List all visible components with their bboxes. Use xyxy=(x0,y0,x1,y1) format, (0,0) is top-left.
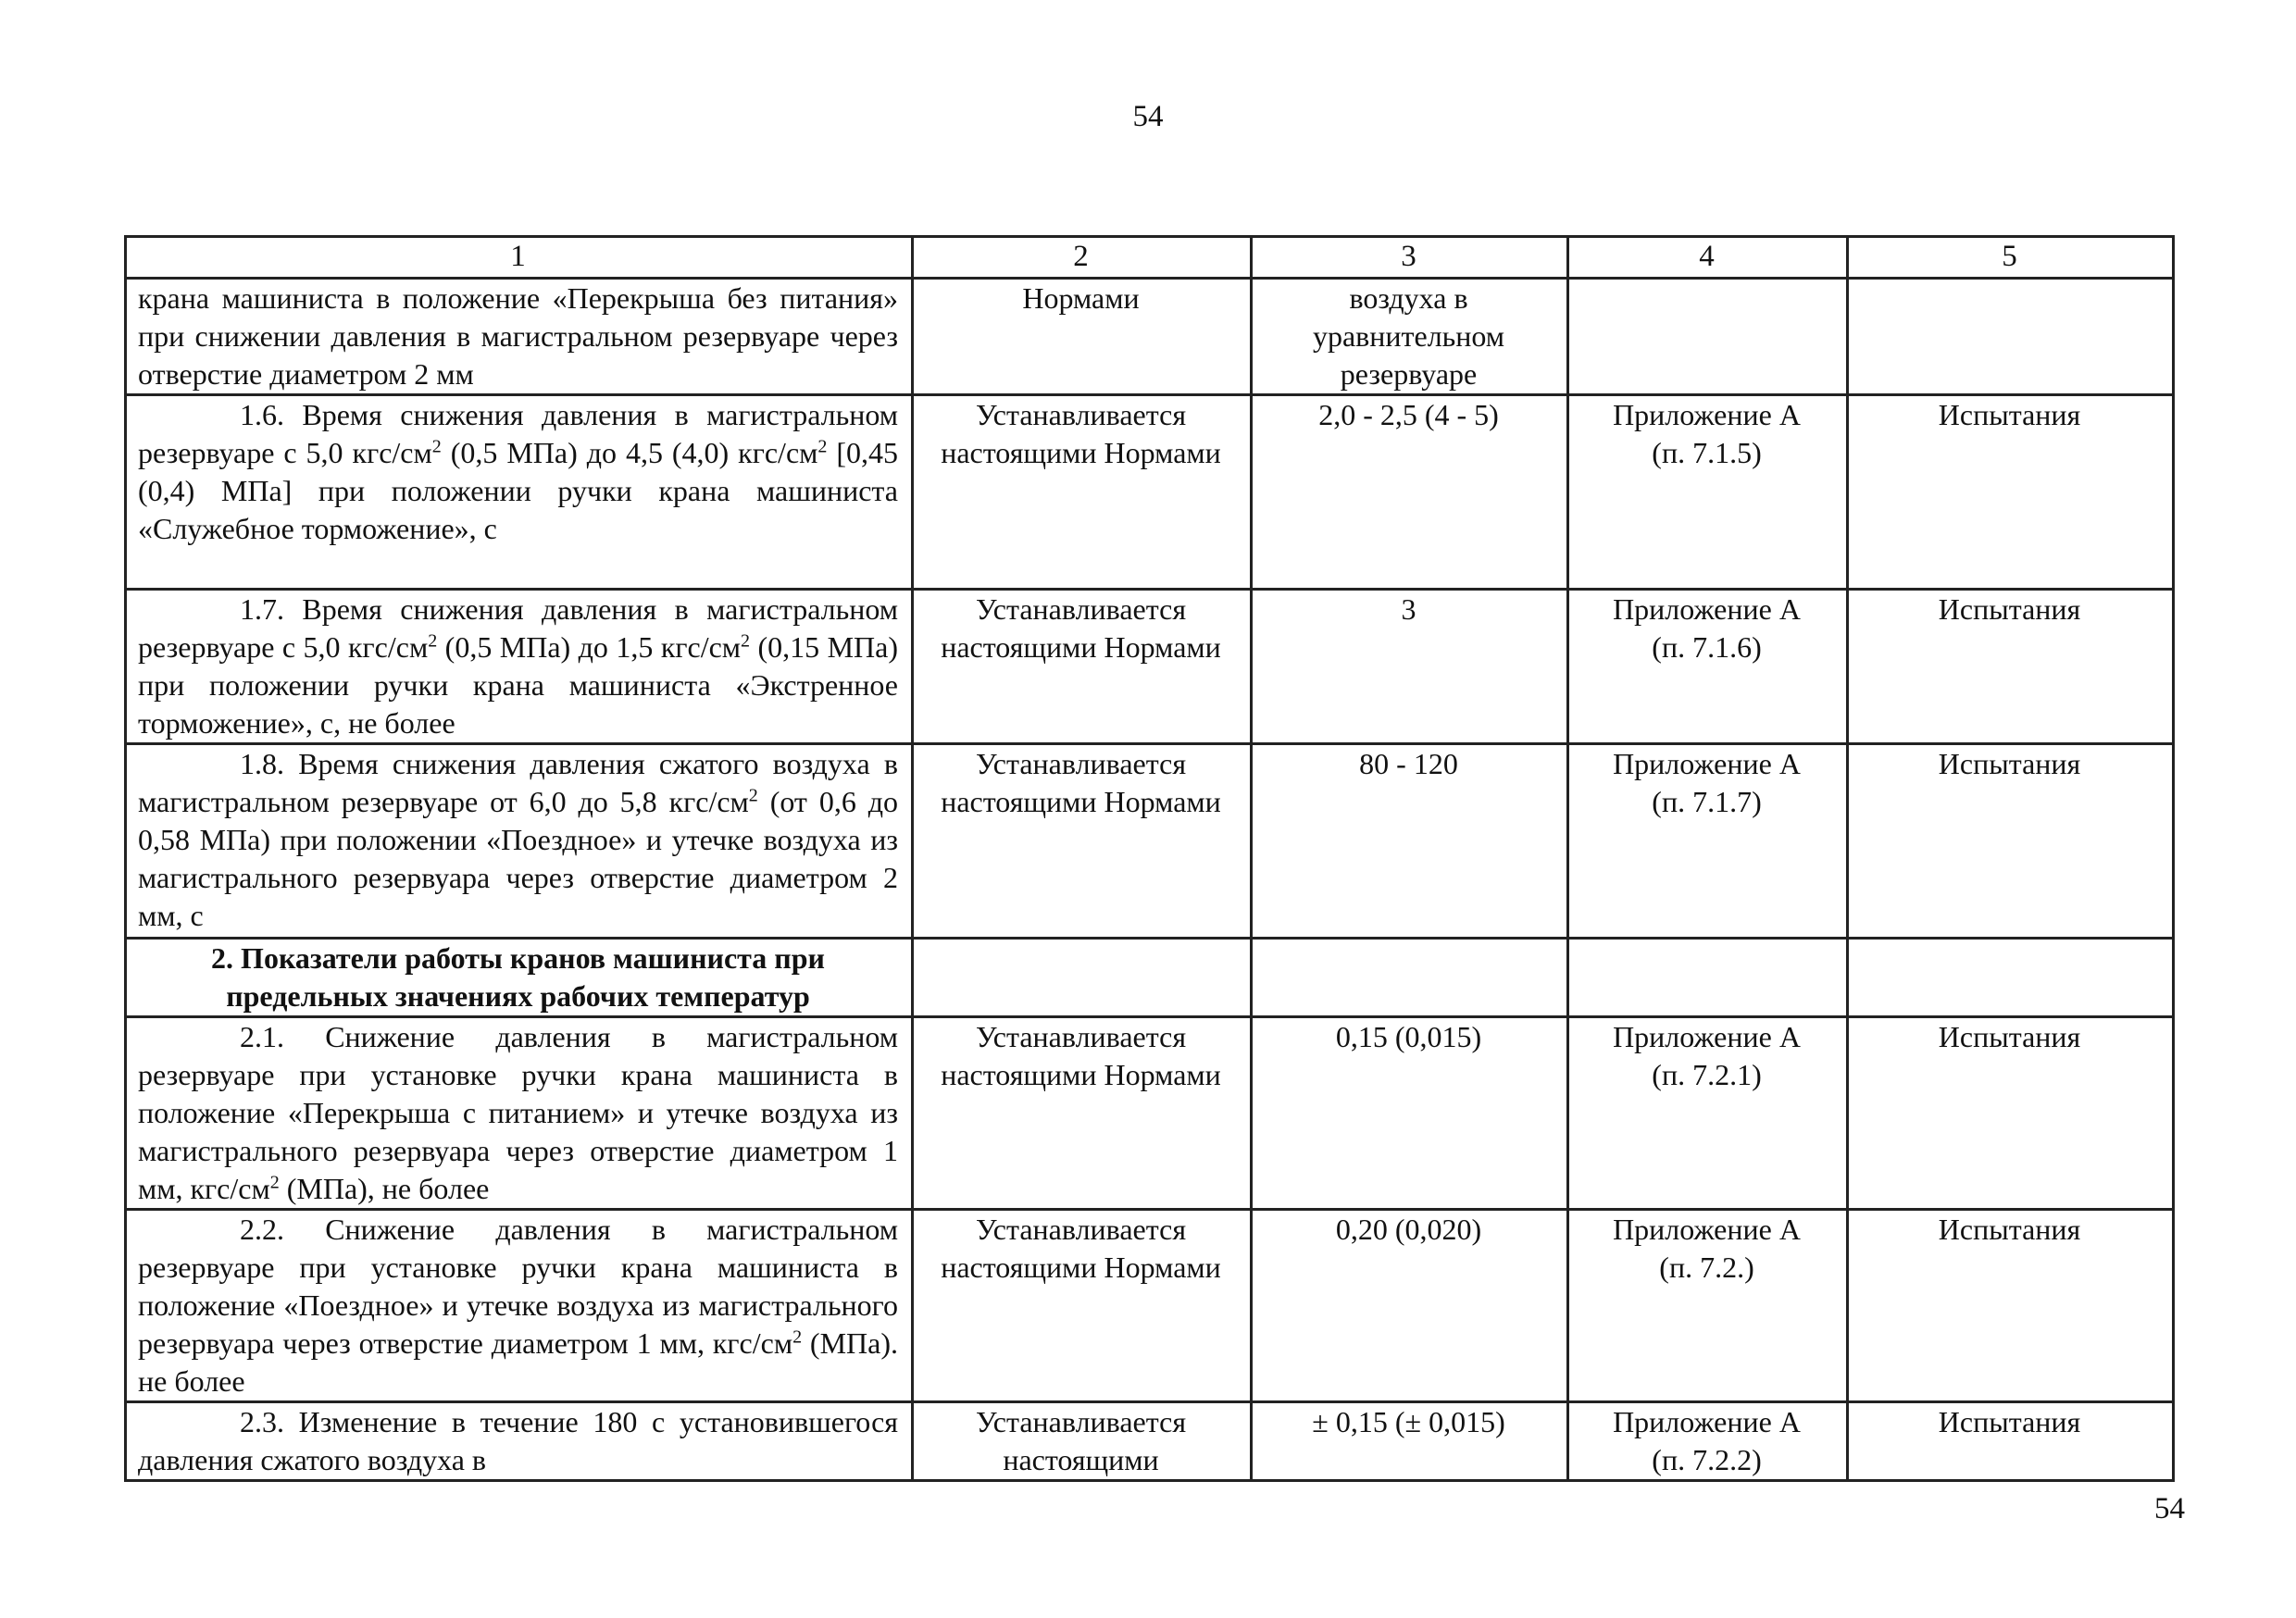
table-row xyxy=(126,590,2174,744)
row-description: крана машиниста в положение «Перекрыша без питания» при снижении давления в магистральном резервуаре через отверстие диаметром 2 мм xyxy=(126,279,913,395)
row-description: 1.6. Время снижения давления в магистральном резервуаре с 5,0 кгс/$см^2$ (0,5 МПа) до 4,5 (4,0) кгс/$см^2$ [0,45 (0,4) МПа] при положении ручки крана машиниста «Служебное торможение», с xyxy=(126,395,913,590)
row-description: 2.3. Изменение в течение 180 с установившегося давления сжатого воздуха в xyxy=(126,1402,913,1481)
superscript: 2 xyxy=(741,630,751,652)
row-control: Испытания xyxy=(1848,395,2174,590)
header-col-3: 3 xyxy=(1252,237,1568,279)
row-norm: Устанавливается настоящими Нормами xyxy=(913,744,1252,939)
superscript: 2 xyxy=(792,1326,803,1348)
row-norm: Устанавливается настоящими xyxy=(913,1402,1252,1481)
row-value: ± 0,15 (± 0,015) xyxy=(1252,1402,1568,1481)
row-value: 2,0 - 2,5 (4 - 5) xyxy=(1252,395,1568,590)
table-row xyxy=(126,744,2174,939)
header-col-5: 5 xyxy=(1848,237,2174,279)
empty-cell xyxy=(913,939,1252,1017)
row-method: Приложение А (п. 7.2.1) xyxy=(1568,1017,1848,1210)
row-norm: Устанавливается настоящими Нормами xyxy=(913,1017,1252,1210)
row-value: 0,20 (0,020) xyxy=(1252,1210,1568,1402)
row-control: Испытания xyxy=(1848,590,2174,744)
superscript: 2 xyxy=(428,630,438,652)
table-row xyxy=(126,1402,2174,1481)
row-method: Приложение А (п. 7.2.) xyxy=(1568,1210,1848,1402)
row-norm: Устанавливается настоящими Нормами xyxy=(913,590,1252,744)
row-value: 80 - 120 xyxy=(1252,744,1568,939)
table-row xyxy=(126,1210,2174,1402)
section-row xyxy=(126,939,2174,1017)
empty-cell xyxy=(1848,939,2174,1017)
row-norm: Нормами xyxy=(913,279,1252,395)
superscript: 2 xyxy=(269,1172,280,1193)
row-control: Испытания xyxy=(1848,1210,2174,1402)
row-control: Испытания xyxy=(1848,1402,2174,1481)
table-row xyxy=(126,1017,2174,1210)
row-control xyxy=(1848,279,2174,395)
table-row xyxy=(126,395,2174,590)
row-value: воздуха в уравнительном резервуаре xyxy=(1252,279,1568,395)
row-value: 3 xyxy=(1252,590,1568,744)
row-description: 2.1. Снижение давления в магистральном резервуаре при установке ручки крана машиниста в положение «Перекрыша с питанием» и утечке воздуха из магистрального резервуара через отверстие диаметром 1 мм, кгс/$см^2$ (МПа), не более xyxy=(126,1017,913,1210)
row-control: Испытания xyxy=(1848,744,2174,939)
page-number-bottom: 54 xyxy=(2154,1492,2185,1525)
superscript: 2 xyxy=(748,785,758,806)
requirements-table xyxy=(124,235,2175,1482)
empty-cell xyxy=(1568,939,1848,1017)
row-norm: Устанавливается настоящими Нормами xyxy=(913,395,1252,590)
row-description: 2.2. Снижение давления в магистральном резервуаре при установке ручки крана машиниста в положение «Поездное» и утечке воздуха из магистрального резервуара через отверстие диаметром 1 мм, кгс/$см^2$ (МПа). не более xyxy=(126,1210,913,1402)
empty-cell xyxy=(1252,939,1568,1017)
row-method: Приложение А (п. 7.1.6) xyxy=(1568,590,1848,744)
table-header-row xyxy=(126,237,2174,279)
row-method: Приложение А (п. 7.1.5) xyxy=(1568,395,1848,590)
row-control: Испытания xyxy=(1848,1017,2174,1210)
superscript: 2 xyxy=(817,436,828,457)
row-method xyxy=(1568,279,1848,395)
row-method: Приложение А (п. 7.1.7) xyxy=(1568,744,1848,939)
header-col-1: 1 xyxy=(126,237,913,279)
table-row xyxy=(126,279,2174,395)
row-method: Приложение А (п. 7.2.2) xyxy=(1568,1402,1848,1481)
row-description: 1.7. Время снижения давления в магистральном резервуаре с 5,0 кгс/$см^2$ (0,5 МПа) до 1,5 кгс/$см^2$ (0,15 МПа) при положении ручки крана машиниста «Экстренное торможение», с, не более xyxy=(126,590,913,744)
row-value: 0,15 (0,015) xyxy=(1252,1017,1568,1210)
page-number-top: 54 xyxy=(1132,100,1164,133)
row-norm: Устанавливается настоящими Нормами xyxy=(913,1210,1252,1402)
header-col-4: 4 xyxy=(1568,237,1848,279)
section-heading: 2. Показатели работы кранов машиниста при предельных значениях рабочих температур xyxy=(126,939,913,1017)
header-col-2: 2 xyxy=(913,237,1252,279)
row-description: 1.8. Время снижения давления сжатого воздуха в магистральном резервуаре от 6,0 до 5,8 кгс/$см^2$ (от 0,6 до 0,58 МПа) при положении «Поездное» и утечке воздуха из магистрального резервуара через отверстие диаметром 2 мм, с xyxy=(126,744,913,939)
superscript: 2 xyxy=(431,436,442,457)
